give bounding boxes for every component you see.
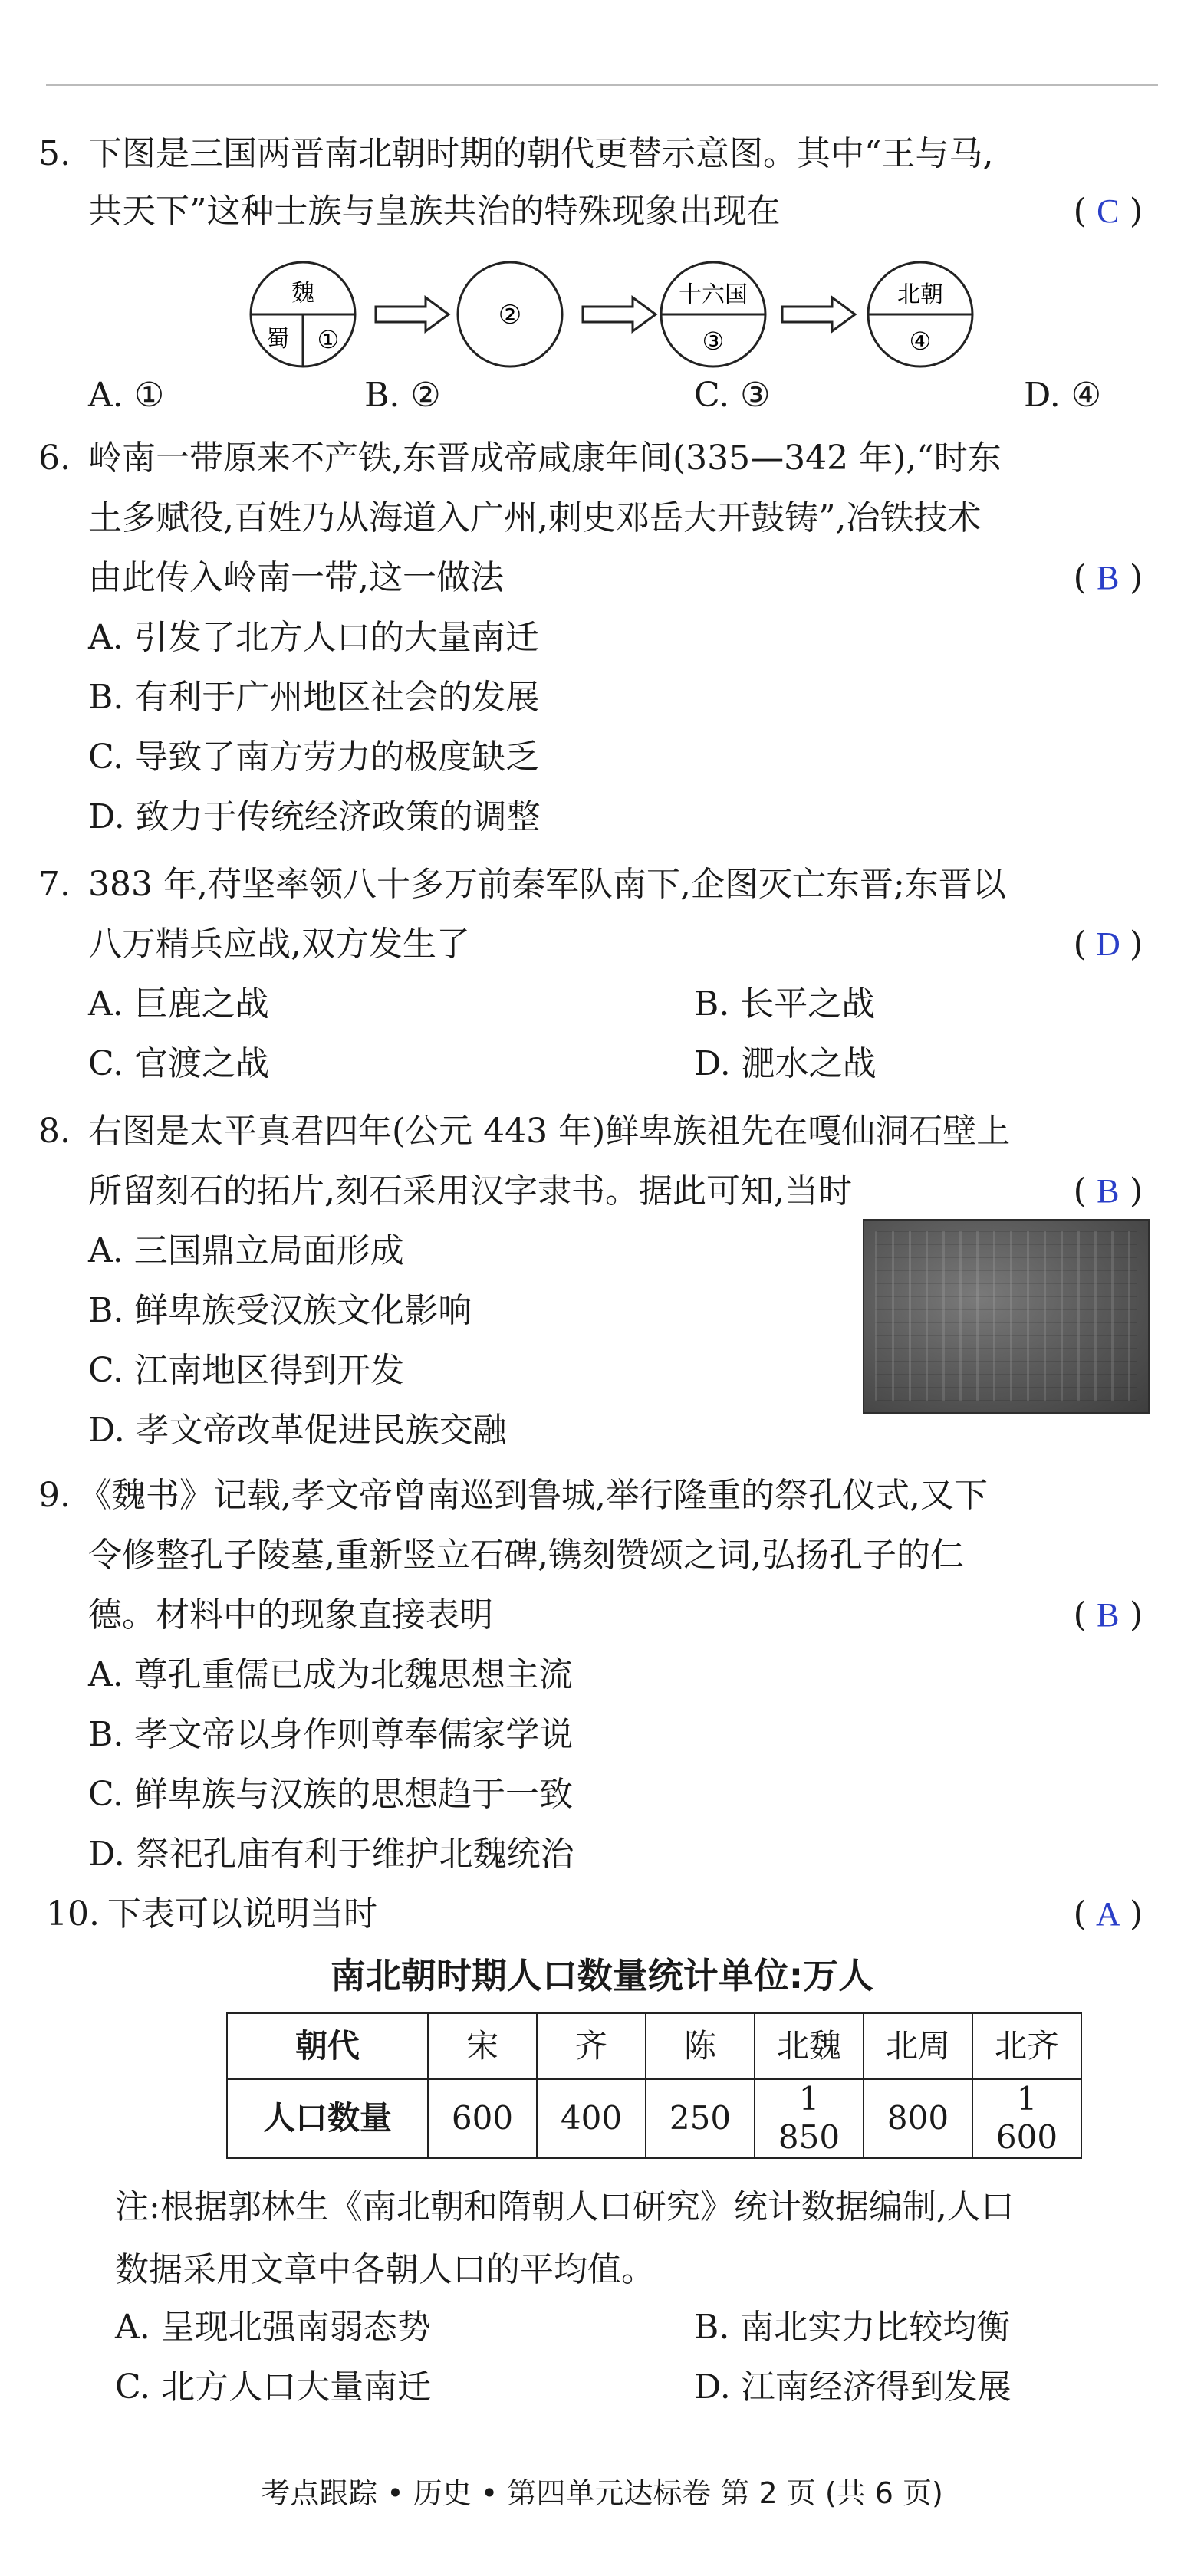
- option-c: C. ③: [694, 376, 771, 415]
- question-text: 由此传入岭南一带,这一做法: [88, 558, 504, 597]
- answer-slot: [1074, 1171, 1143, 1212]
- option-b: B. ②: [364, 376, 441, 415]
- table-cell: 1 850: [755, 2079, 864, 2158]
- table-cell: 北周: [864, 2013, 972, 2079]
- page-footer: 考点跟踪 • 历史 • 第四单元达标卷 第 2 页 (共 6 页): [261, 2476, 943, 2510]
- answer-slot: [1074, 1894, 1143, 1935]
- circle-2: [458, 262, 562, 366]
- question-text: 《魏书》记载,孝文帝曾南巡到鲁城,举行隆重的祭孔仪式,又下: [78, 1476, 988, 1515]
- option-c: C. 鲜卑族与汉族的思想趋于一致: [88, 1775, 574, 1814]
- question-number: 5.: [38, 134, 71, 173]
- table-cell: 600: [428, 2079, 537, 2158]
- option-d: D. 淝水之战: [694, 1044, 877, 1083]
- option-b: B. 有利于广州地区社会的发展: [88, 678, 540, 717]
- option-c: C. 江南地区得到开发: [88, 1351, 405, 1390]
- option-d: D. 祭祀孔庙有利于维护北魏统治: [88, 1835, 574, 1874]
- dynasty-succession-diagram: [230, 253, 982, 376]
- option-c: C. 官渡之战: [88, 1044, 270, 1083]
- table-header-cell: 朝代: [227, 2013, 428, 2079]
- population-table: [226, 2013, 1082, 2159]
- table-row: [227, 2079, 1081, 2158]
- answer-slot: [1074, 192, 1143, 232]
- question-text: 下表可以说明当时: [107, 1894, 377, 1934]
- arrow-1: [376, 297, 449, 331]
- table-cell: 1 600: [972, 2079, 1081, 2158]
- option-a: A. ①: [88, 376, 165, 415]
- option-b: B. 南北实力比较均衡: [694, 2308, 1011, 2347]
- question-text: 德。材料中的现象直接表明: [88, 1595, 493, 1635]
- option-a: A. 尊孔重儒已成为北魏思想主流: [88, 1655, 573, 1694]
- question-text: 土多赋役,百姓乃从海道入广州,刺史邓岳大开鼓铸”,冶铁技术: [88, 498, 982, 537]
- answer-slot: [1074, 925, 1143, 965]
- option-b: B. 孝文帝以身作则尊奉儒家学说: [88, 1715, 574, 1754]
- question-number: 7.: [38, 865, 71, 904]
- arrow-3: [782, 297, 855, 331]
- option-d: D. 致力于传统经济政策的调整: [88, 797, 541, 836]
- table-note-line: 注:根据郭林生《南北朝和隋朝人口研究》统计数据编制,人口: [115, 2187, 1015, 2226]
- question-text: 令修整孔子陵墓,重新竖立石碑,镌刻赞颂之词,弘扬孔子的仁: [88, 1536, 964, 1575]
- answer-letter: B: [1097, 559, 1120, 596]
- paren-close: ): [1129, 1171, 1143, 1211]
- table-cell: 齐: [537, 2013, 646, 2079]
- answer-slot: [1074, 1595, 1143, 1636]
- answer-letter: A: [1095, 1895, 1120, 1933]
- circle-1: [251, 262, 355, 366]
- question-text: 下图是三国两晋南北朝时期的朝代更替示意图。其中“王与马,: [88, 134, 994, 173]
- circle-3: [661, 262, 765, 366]
- arrow-2: [583, 297, 656, 331]
- circle-4-top: 北朝: [897, 281, 943, 308]
- circle-1-bottom-left: 蜀: [266, 326, 289, 353]
- option-d: D. 江南经济得到发展: [694, 2367, 1012, 2407]
- table-cell: 宋: [428, 2013, 537, 2079]
- top-rule: [46, 84, 1158, 86]
- paren-open: (: [1073, 1595, 1087, 1635]
- paren-open: (: [1073, 558, 1087, 597]
- circle-4: [868, 262, 972, 366]
- option-a: A. 巨鹿之战: [88, 984, 269, 1024]
- table-cell: 400: [537, 2079, 646, 2158]
- option-a: A. 引发了北方人口的大量南迁: [88, 618, 539, 657]
- table-cell: 陈: [646, 2013, 755, 2079]
- question-number: 6.: [38, 439, 71, 478]
- paren-open: (: [1073, 192, 1087, 231]
- answer-letter: B: [1097, 1596, 1120, 1634]
- option-d: D. 孝文帝改革促进民族交融: [88, 1411, 507, 1450]
- table-cell: 800: [864, 2079, 972, 2158]
- option-c: C. 北方人口大量南迁: [115, 2367, 432, 2407]
- answer-slot: [1074, 558, 1143, 599]
- stone-inscription-rubbing-image: [863, 1219, 1150, 1414]
- option-d: D. ④: [1024, 376, 1102, 415]
- answer-letter: B: [1097, 1172, 1120, 1210]
- answer-letter: C: [1097, 192, 1120, 230]
- option-b: B. 鲜卑族受汉族文化影响: [88, 1291, 472, 1330]
- paren-close: ): [1129, 192, 1143, 231]
- option-b: B. 长平之战: [694, 984, 876, 1024]
- paren-close: ): [1129, 1595, 1143, 1635]
- question-number: 8.: [38, 1112, 71, 1151]
- table-cell: 北齐: [972, 2013, 1081, 2079]
- table-title: 南北朝时期人口数量统计单位:万人: [330, 1955, 874, 1996]
- option-a: A. 三国鼎立局面形成: [88, 1231, 404, 1270]
- table-note-line: 数据采用文章中各朝人口的平均值。: [115, 2250, 655, 2289]
- table-row: [227, 2013, 1081, 2079]
- paren-open: (: [1073, 1171, 1087, 1211]
- paren-open: (: [1073, 1894, 1087, 1934]
- question-text: 共天下”这种士族与皇族共治的特殊现象出现在: [88, 192, 781, 231]
- table-header-cell: 人口数量: [227, 2079, 428, 2158]
- circle-3-top: 十六国: [679, 281, 748, 308]
- paren-close: ): [1129, 558, 1143, 597]
- paren-close: ): [1129, 925, 1143, 964]
- question-text: 所留刻石的拓片,刻石采用汉字隶书。据此可知,当时: [88, 1171, 852, 1211]
- question-text: 右图是太平真君四年(公元 443 年)鲜卑族祖先在嘎仙洞石壁上: [88, 1112, 1011, 1151]
- table-cell: 北魏: [755, 2013, 864, 2079]
- option-a: A. 呈现北强南弱态势: [115, 2308, 431, 2347]
- circle-4-bottom: ④: [909, 327, 932, 356]
- question-text: 岭南一带原来不产铁,东晋成帝咸康年间(335—342 年),“时东: [88, 439, 1002, 478]
- paren-open: (: [1073, 925, 1087, 964]
- answer-letter: D: [1095, 925, 1120, 963]
- option-c: C. 导致了南方劳力的极度缺乏: [88, 738, 540, 777]
- circle-1-bottom-right: ①: [317, 325, 340, 354]
- table-cell: 250: [646, 2079, 755, 2158]
- circle-2-label: ②: [498, 300, 522, 330]
- paren-close: ): [1129, 1894, 1143, 1934]
- question-number: 9.: [38, 1476, 71, 1515]
- circle-1-top: 魏: [291, 280, 314, 307]
- circle-3-bottom: ③: [702, 327, 725, 356]
- question-text: 八万精兵应战,双方发生了: [88, 925, 470, 964]
- question-text: 383 年,苻坚率领八十多万前秦军队南下,企图灭亡东晋;东晋以: [88, 865, 1006, 904]
- question-number: 10.: [46, 1894, 100, 1934]
